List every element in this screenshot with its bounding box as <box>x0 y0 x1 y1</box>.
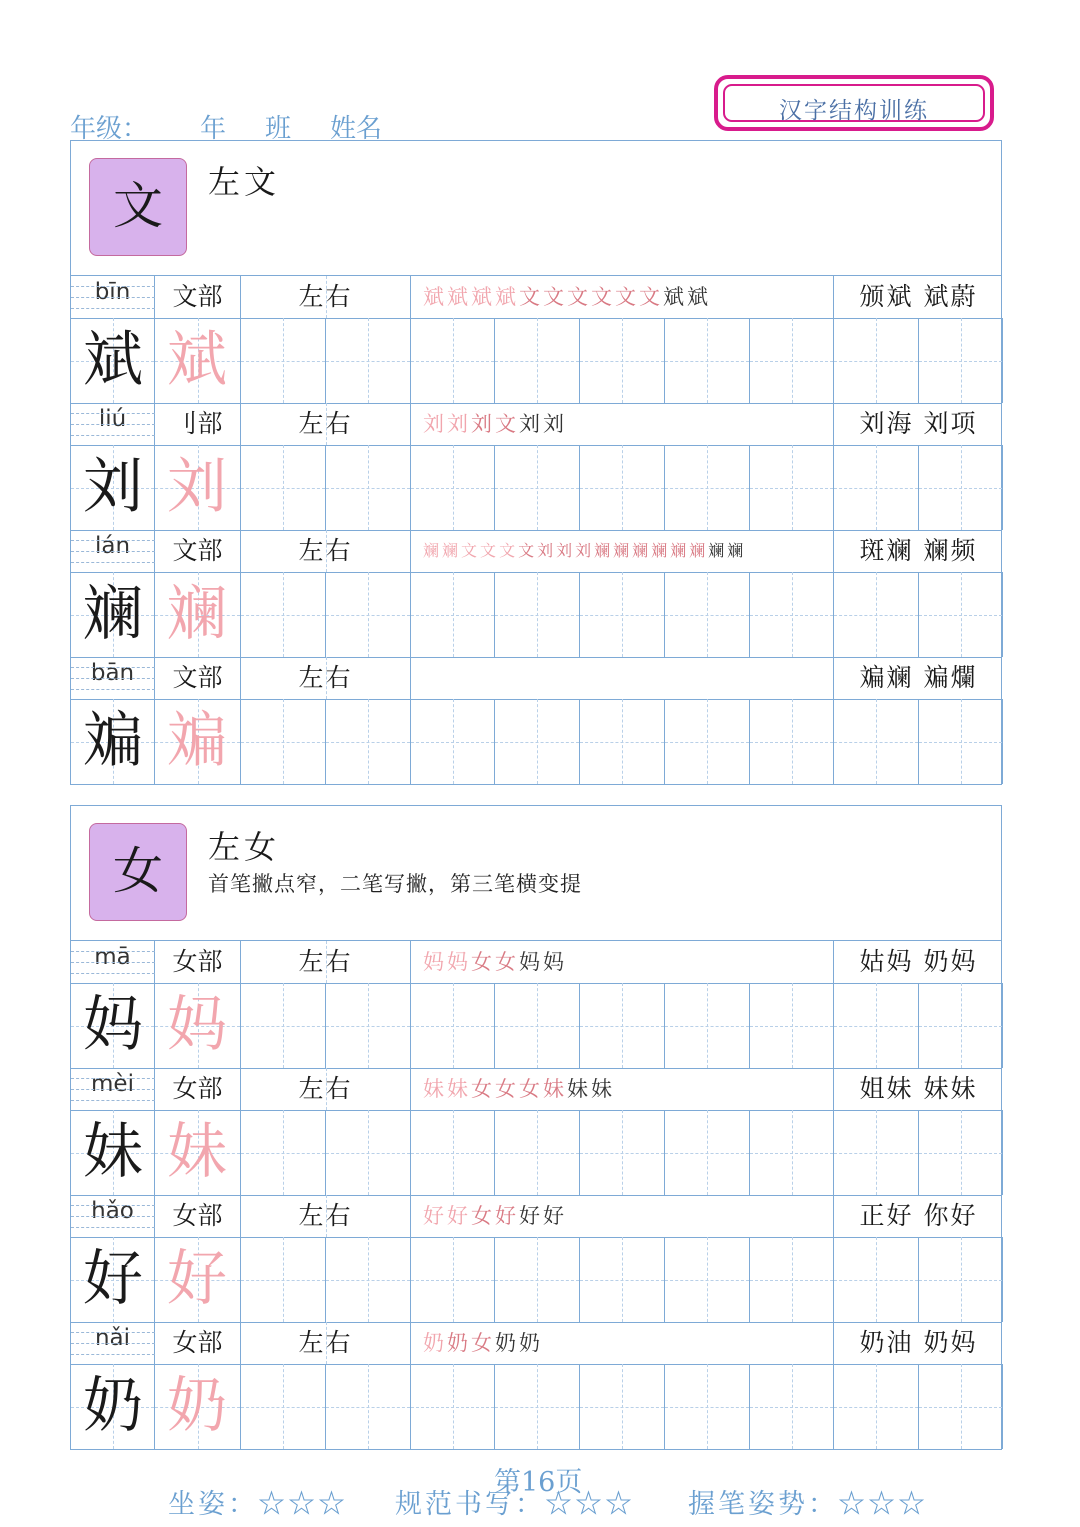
model-character: 斒 <box>83 706 143 776</box>
practice-box[interactable] <box>919 1110 1003 1195</box>
practice-box[interactable] <box>750 1364 834 1449</box>
stroke-step: 奶 <box>423 1331 447 1355</box>
model-character: 斌 <box>83 325 143 395</box>
practice-box[interactable] <box>919 318 1003 403</box>
stroke-step: 刘 <box>447 412 471 436</box>
radical-tile: 文 <box>89 158 187 256</box>
stroke-step: 文 <box>499 541 519 560</box>
section-note: 首笔撇点窄，二笔写撇，第三笔横变提 <box>208 872 582 896</box>
practice-box[interactable] <box>580 1110 665 1195</box>
practice-grid <box>71 1364 1001 1450</box>
practice-box[interactable] <box>495 1110 580 1195</box>
practice-box[interactable] <box>580 572 665 657</box>
grade-label: 年级： <box>70 114 149 144</box>
practice-box[interactable] <box>834 1364 919 1449</box>
stroke-step: 文 <box>639 285 663 309</box>
stroke-step: 刘 <box>543 412 567 436</box>
practice-box[interactable] <box>326 983 411 1068</box>
character-entry <box>71 941 1001 1068</box>
practice-box[interactable] <box>326 1110 411 1195</box>
class-label: 班 <box>265 114 292 144</box>
stroke-step: 刘 <box>471 412 495 436</box>
stroke-step: 斓 <box>613 541 633 560</box>
stroke-step: 妹 <box>447 1077 471 1101</box>
radical: 女部 <box>155 1322 241 1364</box>
practice-box[interactable] <box>665 1110 750 1195</box>
section-2 <box>70 805 1002 1450</box>
model-character: 好 <box>83 1244 143 1314</box>
practice-grid <box>71 1110 1001 1196</box>
stroke-order <box>411 403 834 445</box>
footer <box>0 1460 1080 1527</box>
stroke-step: 斓 <box>689 541 709 560</box>
practice-box[interactable] <box>411 318 495 403</box>
practice-box[interactable] <box>495 572 580 657</box>
stroke-step: 刘 <box>519 412 543 436</box>
stroke-step: 斓 <box>727 541 747 560</box>
stroke-order <box>411 657 834 699</box>
practice-box[interactable] <box>750 1237 834 1322</box>
stroke-step: 刘 <box>556 541 576 560</box>
info-row <box>71 941 1001 984</box>
character-entry <box>71 1195 1001 1322</box>
practice-box[interactable] <box>665 445 750 530</box>
stroke-step: 女 <box>519 1077 543 1101</box>
practice-box[interactable] <box>580 699 665 784</box>
stroke-step: 文 <box>480 541 500 560</box>
stroke-step: 文 <box>591 285 615 309</box>
trace-character: 奶 <box>167 1371 227 1441</box>
stroke-step: 好 <box>495 1204 519 1228</box>
practice-box[interactable] <box>411 699 495 784</box>
radical-tile: 女 <box>89 823 187 921</box>
stroke-step: 斓 <box>651 541 671 560</box>
info-row <box>71 276 1001 319</box>
practice-box[interactable] <box>241 572 326 657</box>
practice-box[interactable] <box>834 1110 919 1195</box>
model-character: 妈 <box>83 990 143 1060</box>
practice-box[interactable] <box>665 1364 750 1449</box>
page-number: 第16页 <box>494 1467 583 1498</box>
info-row <box>71 403 1001 446</box>
trace-character: 好 <box>167 1244 227 1314</box>
practice-box[interactable] <box>326 1364 411 1449</box>
trace-character: 刘 <box>167 452 227 522</box>
badge-text: 汉字结构训练 <box>779 98 929 124</box>
stroke-step: 妹 <box>423 1077 447 1101</box>
practice-box[interactable] <box>495 1237 580 1322</box>
practice-box[interactable] <box>495 983 580 1068</box>
stroke-step: 女 <box>495 950 519 974</box>
practice-box[interactable] <box>919 699 1003 784</box>
practice-grid <box>71 318 1001 404</box>
pinyin: lán <box>71 530 155 572</box>
stroke-step: 刘 <box>423 412 447 436</box>
practice-box[interactable] <box>834 445 919 530</box>
structure: 左右 <box>241 1322 411 1364</box>
stroke-step: 斌 <box>495 285 519 309</box>
practice-box[interactable] <box>411 572 495 657</box>
stroke-step: 好 <box>423 1204 447 1228</box>
structure: 左右 <box>241 1068 411 1110</box>
example-words: 刘海 刘项 <box>859 409 978 438</box>
section-title: 左文 <box>208 163 281 201</box>
trace-character: 斒 <box>167 706 227 776</box>
stroke-step: 文 <box>543 285 567 309</box>
practice-box[interactable] <box>241 1364 326 1449</box>
practice-box[interactable] <box>241 1110 326 1195</box>
stroke-step: 好 <box>447 1204 471 1228</box>
stroke-step: 斓 <box>423 541 443 560</box>
practice-grid <box>71 699 1001 785</box>
practice-box[interactable] <box>750 572 834 657</box>
practice-box[interactable] <box>495 318 580 403</box>
stroke-step: 女 <box>495 1077 519 1101</box>
practice-box[interactable] <box>495 699 580 784</box>
practice-box[interactable] <box>326 572 411 657</box>
example-words: 斑斓 斓频 <box>859 536 978 565</box>
stroke-step: 斓 <box>670 541 690 560</box>
stroke-step: 女 <box>471 1077 495 1101</box>
model-character: 刘 <box>83 452 143 522</box>
practice-box[interactable] <box>580 445 665 530</box>
structure: 左右 <box>241 657 411 699</box>
stroke-step: 文 <box>518 541 538 560</box>
practice-box[interactable] <box>665 699 750 784</box>
pinyin: bīn <box>71 276 155 318</box>
stroke-step: 妹 <box>543 1077 567 1101</box>
example-words: 奶油 奶妈 <box>859 1328 978 1357</box>
radical: 文部 <box>155 657 241 699</box>
example-words: 姐妹 妹妹 <box>859 1074 978 1103</box>
practice-box[interactable] <box>834 1237 919 1322</box>
stroke-step: 好 <box>543 1204 567 1228</box>
practice-box[interactable] <box>665 318 750 403</box>
info-row <box>71 1068 1001 1111</box>
character-entry <box>71 657 1001 784</box>
stroke-step: 文 <box>461 541 481 560</box>
practice-box[interactable] <box>919 1364 1003 1449</box>
info-row <box>71 657 1001 700</box>
stroke-step: 文 <box>519 285 543 309</box>
stroke-step: 奶 <box>495 1331 519 1355</box>
structure: 左右 <box>241 530 411 572</box>
example-words: 颁斌 斌蔚 <box>859 282 978 311</box>
practice-box[interactable] <box>750 1110 834 1195</box>
trace-character: 妈 <box>167 990 227 1060</box>
stroke-step: 好 <box>519 1204 543 1228</box>
example-words: 斒斓 斒爛 <box>859 663 978 692</box>
practice-box[interactable] <box>750 699 834 784</box>
trace-character: 斌 <box>167 325 227 395</box>
stroke-step: 奶 <box>447 1331 471 1355</box>
practice-box[interactable] <box>665 572 750 657</box>
stroke-step: 斌 <box>471 285 495 309</box>
stroke-step: 女 <box>471 950 495 974</box>
practice-box[interactable] <box>326 1237 411 1322</box>
stroke-order <box>411 1195 834 1237</box>
stroke-step: 斓 <box>442 541 462 560</box>
info-row <box>71 530 1001 573</box>
radical: 文部 <box>155 276 241 318</box>
stroke-step: 斓 <box>708 541 728 560</box>
practice-box[interactable] <box>750 983 834 1068</box>
model-character: 妹 <box>83 1117 143 1187</box>
year-label: 年 <box>200 114 227 144</box>
practice-box[interactable] <box>326 699 411 784</box>
stroke-step: 妹 <box>591 1077 615 1101</box>
practice-box[interactable] <box>326 318 411 403</box>
practice-box[interactable] <box>241 445 326 530</box>
stroke-order <box>411 941 834 983</box>
practice-box[interactable] <box>919 572 1003 657</box>
practice-box[interactable] <box>241 699 326 784</box>
character-entry <box>71 530 1001 657</box>
practice-grid <box>71 572 1001 658</box>
practice-box[interactable] <box>750 318 834 403</box>
practice-grid <box>71 1237 1001 1323</box>
practice-box[interactable] <box>326 445 411 530</box>
stroke-step: 斓 <box>594 541 614 560</box>
info-row <box>71 1322 1001 1365</box>
practice-box[interactable] <box>834 318 919 403</box>
rating-grip: 握笔姿势：☆☆☆ <box>688 1489 928 1520</box>
model-character: 斓 <box>83 579 143 649</box>
structure: 左右 <box>241 403 411 445</box>
practice-box[interactable] <box>834 699 919 784</box>
practice-box[interactable] <box>665 1237 750 1322</box>
practice-box[interactable] <box>580 1237 665 1322</box>
practice-box[interactable] <box>834 983 919 1068</box>
practice-box[interactable] <box>411 445 495 530</box>
stroke-step: 妹 <box>567 1077 591 1101</box>
stroke-step: 妈 <box>447 950 471 974</box>
character-entry <box>71 276 1001 403</box>
rating-writing: 规范书写：☆☆☆ <box>395 1489 635 1520</box>
stroke-step: 女 <box>471 1331 495 1355</box>
pinyin: mèi <box>71 1068 155 1110</box>
practice-box[interactable] <box>580 318 665 403</box>
character-entry <box>71 1322 1001 1449</box>
section-title: 左女 <box>208 828 281 866</box>
stroke-step: 文 <box>495 412 519 436</box>
section-1 <box>70 140 1002 785</box>
title-badge <box>714 75 994 131</box>
structure: 左右 <box>241 941 411 983</box>
stroke-order <box>411 530 834 572</box>
practice-box[interactable] <box>580 983 665 1068</box>
pinyin: hǎo <box>71 1195 155 1237</box>
stroke-step: 奶 <box>519 1331 543 1355</box>
stroke-step: 文 <box>567 285 591 309</box>
stroke-step: 文 <box>615 285 639 309</box>
practice-box[interactable] <box>411 1364 495 1449</box>
stroke-step: 斌 <box>447 285 471 309</box>
practice-box[interactable] <box>919 445 1003 530</box>
character-entry <box>71 1068 1001 1195</box>
stroke-step: 刘 <box>537 541 557 560</box>
section-header <box>71 806 1001 941</box>
stroke-step: 女 <box>471 1204 495 1228</box>
example-words: 正好 你好 <box>859 1201 978 1230</box>
stroke-step: 妈 <box>519 950 543 974</box>
practice-box[interactable] <box>919 983 1003 1068</box>
stroke-order <box>411 1322 834 1364</box>
radical: 刂部 <box>155 403 241 445</box>
character-entry <box>71 403 1001 530</box>
practice-box[interactable] <box>241 983 326 1068</box>
pinyin: liú <box>71 403 155 445</box>
stroke-step: 斌 <box>423 285 447 309</box>
name-label: 姓名 <box>330 114 383 144</box>
practice-box[interactable] <box>834 572 919 657</box>
structure: 左右 <box>241 276 411 318</box>
stroke-step: 斌 <box>663 285 687 309</box>
practice-grid <box>71 983 1001 1069</box>
stroke-order <box>411 276 834 318</box>
stroke-order <box>411 1068 834 1110</box>
practice-box[interactable] <box>411 983 495 1068</box>
rating-sitting: 坐姿：☆☆☆ <box>168 1489 348 1520</box>
practice-box[interactable] <box>919 1237 1003 1322</box>
info-row <box>71 1195 1001 1238</box>
practice-box[interactable] <box>411 1110 495 1195</box>
trace-character: 妹 <box>167 1117 227 1187</box>
pinyin: bān <box>71 657 155 699</box>
radical: 文部 <box>155 530 241 572</box>
radical: 女部 <box>155 941 241 983</box>
practice-box[interactable] <box>750 445 834 530</box>
radical: 女部 <box>155 1195 241 1237</box>
stroke-step: 斓 <box>632 541 652 560</box>
structure: 左右 <box>241 1195 411 1237</box>
stroke-step: 刘 <box>575 541 595 560</box>
practice-box[interactable] <box>495 1364 580 1449</box>
pinyin: mā <box>71 941 155 983</box>
radical: 女部 <box>155 1068 241 1110</box>
trace-character: 斓 <box>167 579 227 649</box>
model-character: 奶 <box>83 1371 143 1441</box>
example-words: 姑妈 奶妈 <box>859 947 978 976</box>
practice-grid <box>71 445 1001 531</box>
practice-box[interactable] <box>411 1237 495 1322</box>
practice-box[interactable] <box>665 983 750 1068</box>
stroke-step: 妈 <box>543 950 567 974</box>
section-header <box>71 141 1001 276</box>
practice-box[interactable] <box>495 445 580 530</box>
practice-box[interactable] <box>241 318 326 403</box>
stroke-step: 妈 <box>423 950 447 974</box>
practice-box[interactable] <box>241 1237 326 1322</box>
pinyin: nǎi <box>71 1322 155 1364</box>
stroke-step: 斌 <box>687 285 711 309</box>
practice-box[interactable] <box>580 1364 665 1449</box>
